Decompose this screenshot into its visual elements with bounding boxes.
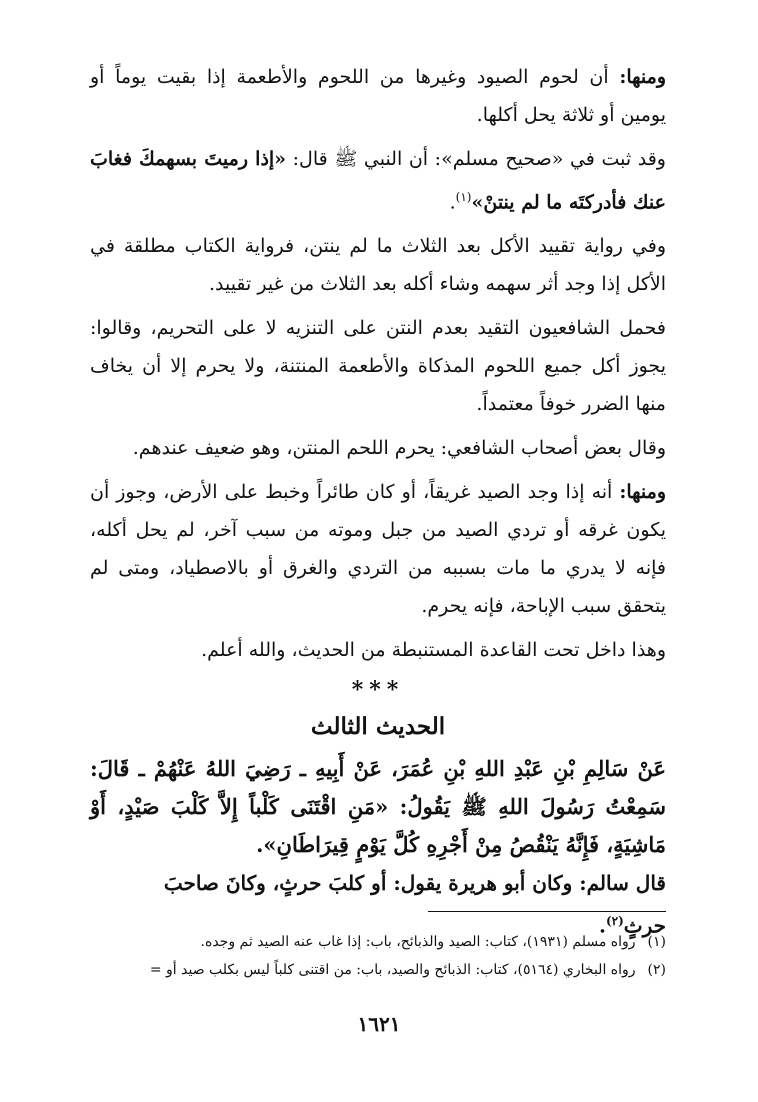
- paragraph-6-lead: ومنها:: [619, 481, 666, 504]
- page-number: ١٦٢١: [357, 1012, 401, 1036]
- page-body: [90, 58, 666, 945]
- paragraph-6-text: أنه إذا وجد الصيد غريقاً، أو كان طائراً وخبط على الأرض، وجوز أن يكون غرقه أو تردي الصيد من جبل وموته من سبب آخر، لم يحل أكله، فإنه لا يدري ما مات بسببه من التردي والغرق أو بالاصطياد، ومتى لم يتحقق سبب الإباحة، فإنه يحرم.: [90, 481, 666, 618]
- paragraph-2: [90, 140, 666, 221]
- paragraph-6: [90, 473, 666, 625]
- footnote-2-text: رواه البخاري (٥١٦٤)، كتاب: الذبائح والصيد، باب: من اقتنى كلباً ليس بكلب صيد أو =: [149, 962, 636, 978]
- footnote-divider: [428, 911, 666, 912]
- hadith-note-text: قال سالم: وكان أبو هريرة يقول: أو كلبَ حرثٍ، وكانَ صاحبَ حرثٍ: [163, 871, 666, 938]
- footnote-ref-1: (١): [455, 190, 472, 204]
- paragraph-2-end: .: [449, 191, 456, 214]
- section-separator: ***: [351, 677, 405, 704]
- footnote-2-number: (٢): [647, 962, 666, 978]
- paragraph-7-text: وهذا داخل تحت القاعدة المستنبطة من الحديث، والله أعلم.: [201, 639, 666, 662]
- footnote-1-text: رواه مسلم (١٩٣١)، كتاب: الصيد والذبائح، باب: إذا غاب عنه الصيد ثم وجده.: [200, 934, 636, 950]
- paragraph-3-text: وفي رواية تقييد الأكل بعد الثلاث ما لم ينتن، فرواية الكتاب مطلقة في الأكل إذا وجد أثر سهمه وشاء أكله بعد الثلاث من غير تقييد.: [90, 235, 666, 296]
- hadith-title: الحديث الثالث: [310, 713, 446, 741]
- paragraph-7: [90, 631, 666, 669]
- paragraph-2-text: وقد ثبت في «صحيح مسلم»: أن النبي ﷺ قال:: [286, 148, 666, 170]
- paragraph-1-text: أن لحوم الصيود وغيرها من اللحوم والأطعمة إذا بقيت يوماً أو يومين أو ثلاثة يحل أكلها.: [90, 66, 666, 126]
- paragraph-4: [90, 309, 666, 423]
- footnotes: [90, 928, 666, 984]
- paragraph-4-text: فحمل الشافعيون التقيد بعدم النتن على التنزيه لا على التحريم، وقالوا: يجوز أكل جميع اللحوم المذكاة والأطعمة المنتنة، ولا يحرم إلا أن يخاف منها الضرر خوفاً معتمداً.: [90, 317, 666, 416]
- footnote-2: [90, 956, 666, 984]
- hadith-note-end: .: [598, 913, 606, 938]
- paragraph-2-quote: «إذا رميتَ بسهمكَ فغابَ عنك فأدركتَه ما لم ينتنْ»: [90, 148, 666, 214]
- footnote-1: [90, 928, 666, 956]
- hadith-text: عَنْ سَالِمِ بْنِ عَبْدِ اللهِ بْنِ عُمَرَ، عَنْ أَبِيهِ ـ رَضِيَ اللهُ عَنْهُمْ ـ قَالَ: سَمِعْتُ رَسُولَ اللهِ ﷺ يَقُولُ: «مَنِ اقْتَنَى كَلْباً إِلاَّ كَلْبَ صَيْدٍ، أَوْ مَاشِيَةٍ، فَإِنَّهُ يَنْقُصُ مِنْ أَجْرِهِ كُلَّ يَوْمٍ قِيرَاطَانِ».: [90, 756, 666, 858]
- footnote-1-number: (١): [647, 934, 666, 950]
- paragraph-1: [90, 58, 666, 134]
- paragraph-3: [90, 227, 666, 303]
- footnote-ref-2: (٢): [605, 914, 624, 929]
- paragraph-1-lead: ومنها:: [619, 66, 666, 88]
- paragraph-5-text: وقال بعض أصحاب الشافعي: يحرم اللحم المنتن، وهو ضعيف عندهم.: [132, 437, 666, 460]
- paragraph-5: [90, 429, 666, 467]
